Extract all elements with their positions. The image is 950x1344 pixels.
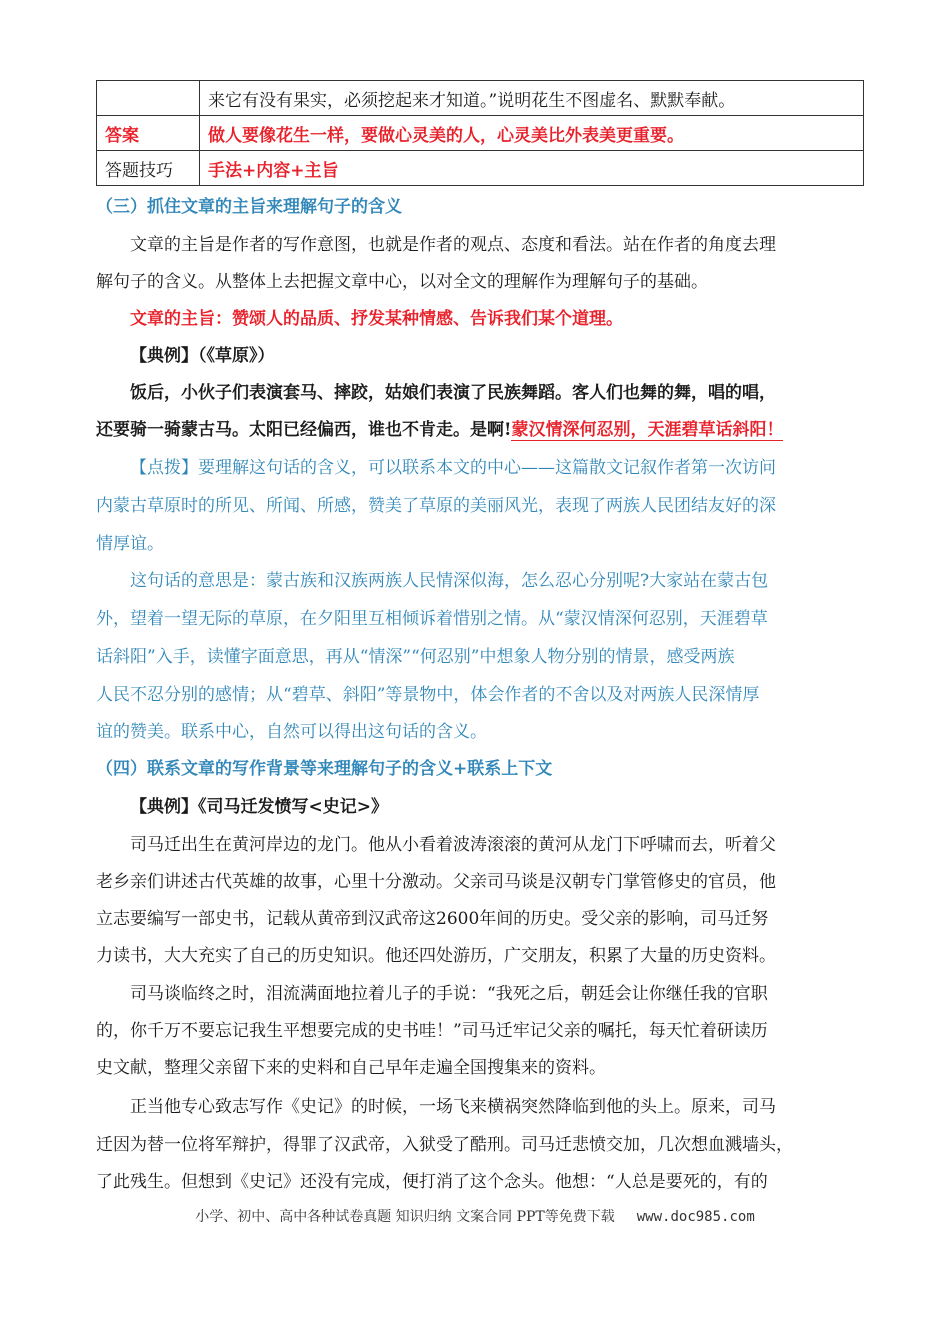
meaning-line: 人民不忍分别的感情；从“碧草、斜阳”等景物中，体会作者的不舍以及对两族人民深情厚 (96, 685, 760, 705)
footer-url[interactable]: www.doc985.com (636, 1209, 755, 1225)
paragraph-line: 文章的主旨是作者的写作意图，也就是作者的观点、态度和看法。站在作者的角度去理 (130, 235, 776, 255)
skill-label: 答题技巧 (97, 151, 200, 186)
highlighted-quote: 蒙汉情深何忍别，天涯碧草话斜阳！ (511, 420, 784, 440)
section4-heading: （四）联系文章的写作背景等来理解句子的含义+联系上下文 (96, 759, 553, 779)
footer-text: 小学、初中、高中各种试卷真题 知识归纳 文案合同 PPT等免费下载 (195, 1209, 615, 1225)
paragraph-line: 的，你千万不要忘记我生平想要完成的史书哇！”司马迁牢记父亲的嘱托，每天忙着研读历 (96, 1021, 768, 1041)
page-footer (0, 1206, 950, 1226)
table-row (97, 151, 864, 186)
answer-label: 答案 (97, 116, 200, 151)
table-row (97, 81, 864, 116)
paragraph-line: 史文献，整理父亲留下来的史料和自己早年走遍全国搜集来的资料。 (96, 1058, 606, 1078)
paragraph-line: 司马谈临终之时，泪流满面地拉着儿子的手说：“我死之后，朝廷会让你继任我的官职 (130, 984, 768, 1004)
table-row (97, 116, 864, 151)
paragraph-line: 正当他专心致志写作《史记》的时候，一场飞来横祸突然降临到他的头上。原来，司马 (130, 1097, 776, 1117)
meaning-line: 外，望着一望无际的草原，在夕阳里互相倾诉着惜别之情。从“蒙汉情深何忍别，天涯碧草 (96, 609, 768, 629)
example-line (96, 415, 876, 440)
skill-text: 手法+内容+主旨 (200, 151, 864, 186)
table-cell-empty (97, 81, 200, 116)
example-text: 还要骑一骑蒙古马。太阳已经偏西，谁也不肯走。是啊! (96, 420, 512, 440)
paragraph-line: 力读书，大大充实了自己的历史知识。他还四处游历，广交朋友，积累了大量的历史资料。 (96, 946, 776, 966)
meaning-line: 这句话的意思是：蒙古族和汉族两族人民情深似海，怎么忍心分别呢?大家站在蒙古包 (130, 571, 769, 591)
paragraph-line: 了此残生。但想到《史记》还没有完成，便打消了这个念头。他想：“人总是要死的，有的 (96, 1172, 768, 1192)
meaning-line: 谊的赞美。联系中心，自然可以得出这句话的含义。 (96, 722, 487, 742)
paragraph-line: 司马迁出生在黄河岸边的龙门。他从小看着波涛滚滚的黄河从龙门下呼啸而去，听着父 (130, 835, 776, 855)
answer-text: 做人要像花生一样，要做心灵美的人，心灵美比外表美更重要。 (200, 116, 864, 151)
theme-line: 文章的主旨：赞颂人的品质、抒发某种情感、告诉我们某个道理。 (130, 309, 623, 329)
tip-line: 情厚谊。 (96, 534, 164, 554)
example-line: 饭后，小伙子们表演套马、摔跤，姑娘们表演了民族舞蹈。客人们也舞的舞，唱的唱， (130, 383, 776, 403)
paragraph-line: 解句子的含义。从整体上去把握文章中心，以对全文的理解作为理解句子的基础。 (96, 272, 708, 292)
tip-line: 【点拨】要理解这句话的含义，可以联系本文的中心——这篇散文记叙作者第一次访问 (130, 458, 776, 478)
paragraph-line: 立志要编写一部史书，记载从黄帝到汉武帝这2600年间的历史。受父亲的影响，司马迁努 (96, 909, 769, 929)
paragraph-line: 老乡亲们讲述古代英雄的故事，心里十分激动。父亲司马谈是汉朝专门掌管修史的官员，他 (96, 872, 776, 892)
example-heading: 【典例】《司马迁发愤写<史记>》 (130, 797, 388, 817)
tip-line: 内蒙古草原时的所见、所闻、所感，赞美了草原的美丽风光，表现了两族人民团结友好的深 (96, 496, 776, 516)
table-cell-text: 来它有没有果实，必须挖起来才知道。”说明花生不图虚名、默默奉献。 (200, 81, 864, 116)
meaning-line: 话斜阳”入手，读懂字面意思，再从“情深”“何忍别”中想象人物分别的情景，感受两族 (96, 647, 735, 667)
answer-table (96, 80, 864, 186)
example-heading: 【典例】（《草原》） (130, 346, 275, 366)
section3-heading: （三）抓住文章的主旨来理解句子的含义 (96, 197, 402, 217)
paragraph-line: 迁因为替一位将军辩护，得罪了汉武帝，入狱受了酷刑。司马迁悲愤交加，几次想血溅墙头， (96, 1135, 793, 1155)
